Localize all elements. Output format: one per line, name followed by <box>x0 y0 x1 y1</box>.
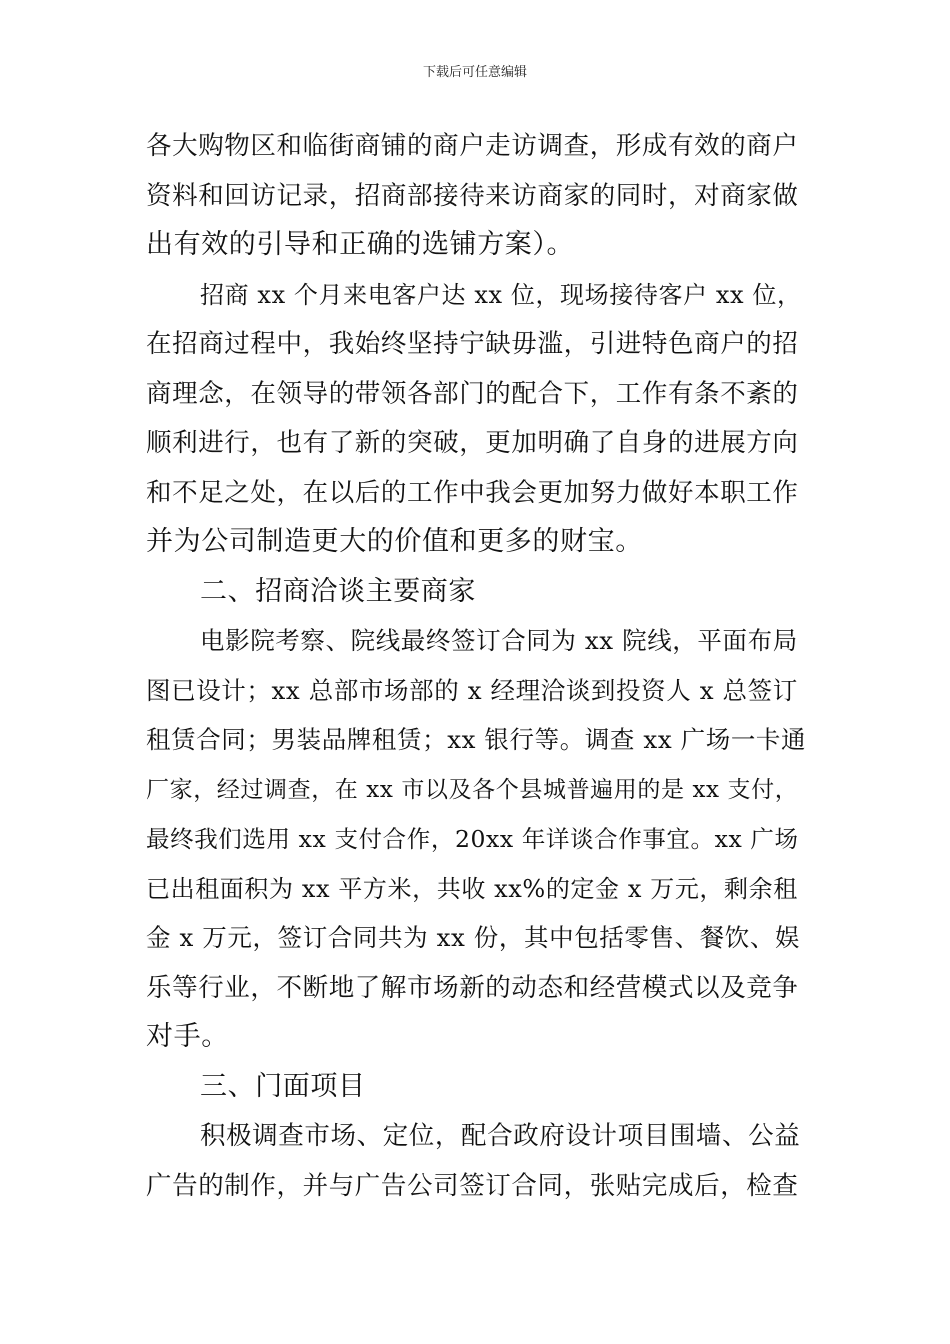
text-line: 各大购物区和临街商铺的商户走访调查，形成有效的商户 <box>146 131 799 161</box>
section-heading: 二、招商洽谈主要商家 <box>200 575 476 607</box>
text-line: 金 x 万元，签订合同共为 xx 份，其中包括零售、餐饮、娱 <box>146 923 801 952</box>
document-body <box>146 126 808 1215</box>
text-line: 乐等行业，不断地了解市场新的动态和经营模式以及竞争 <box>146 972 799 1003</box>
paragraph-first-line: 电影院考察、院线最终签订合同为 xx 院线，平面布局 <box>200 626 798 655</box>
text-line: 图已设计；xx 总部市场部的 x 经理洽谈到投资人 x 总签订 <box>146 675 798 705</box>
paragraph-first-line: 积极调查市场、定位，配合政府设计项目围墙、公益 <box>200 1121 801 1151</box>
text-line: 厂家，经过调查，在 xx 市以及各个县城普遍用的是 xx 支付， <box>146 776 799 803</box>
text-line: 在招商过程中，我始终坚持宁缺毋滥，引进特色商户的招 <box>146 329 799 359</box>
text-line: 和不足之处，在以后的工作中我会更加努力做好本职工作 <box>146 477 799 508</box>
text-line: 对手。 <box>146 1021 229 1052</box>
text-line: 商理念，在领导的带领各部门的配合下，工作有条不紊的 <box>146 378 799 409</box>
page-header: 下载后可任意编辑 <box>422 65 527 80</box>
section-heading: 三、门面项目 <box>200 1070 366 1102</box>
text-line: 资料和回访记录，招商部接待来访商家的同时，对商家做 <box>146 180 799 211</box>
text-line: 最终我们选用 xx 支付合作，20xx 年详谈合作事宜。xx 广场 <box>146 825 799 853</box>
paragraph-first-line: 招商 xx 个月来电客户达 xx 位，现场接待客户 xx 位， <box>200 280 802 309</box>
text-line: 顺利进行，也有了新的突破，更加明确了自身的进展方向 <box>146 428 799 458</box>
text-line: 广告的制作，并与广告公司签订合同，张贴完成后，检查 <box>146 1170 799 1201</box>
text-line: 并为公司制造更大的价值和更多的财宝。 <box>146 526 643 557</box>
text-line: 已出租面积为 xx 平方米，共收 xx%的定金 x 万元，剩余租 <box>146 874 798 903</box>
text-line: 出有效的引导和正确的选铺方案）。 <box>146 229 575 260</box>
text-line: 租赁合同；男装品牌租赁；xx 银行等。调查 xx 广场一卡通 <box>146 725 807 754</box>
